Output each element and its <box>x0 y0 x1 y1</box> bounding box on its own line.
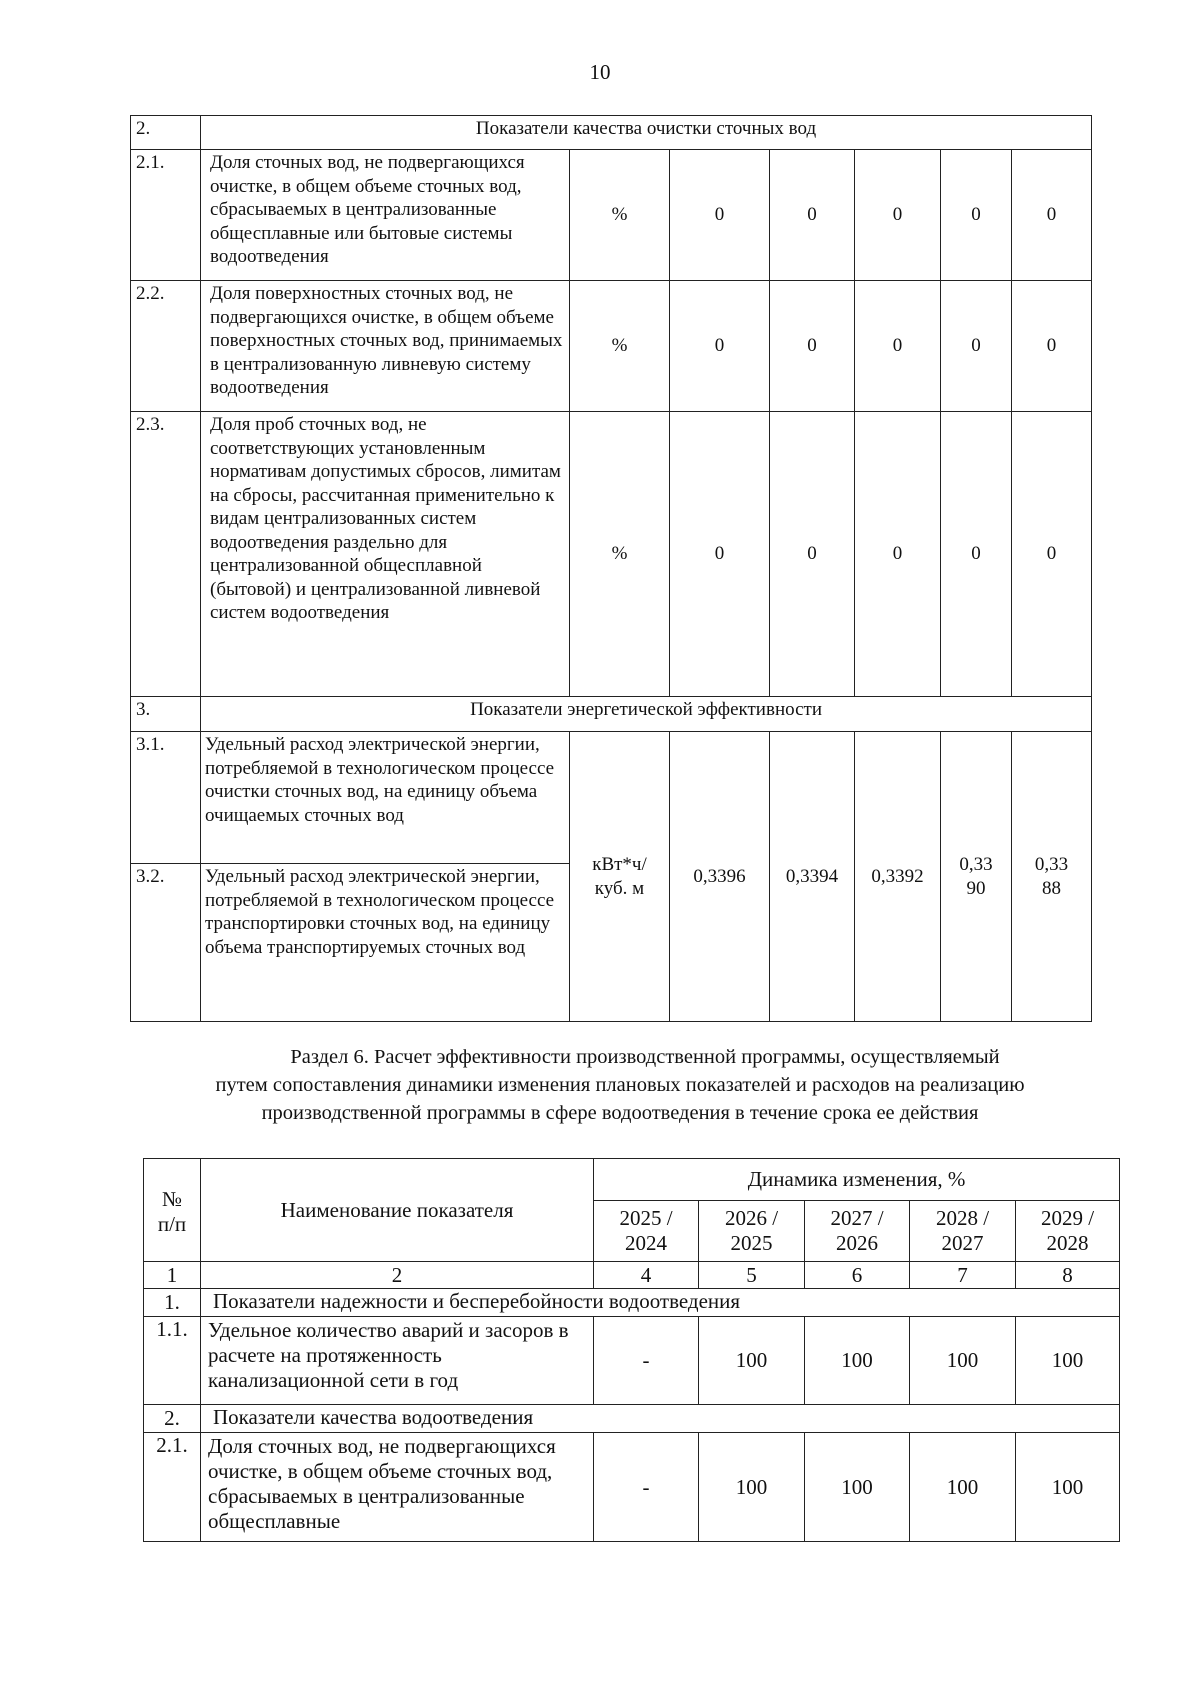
year-line-2: 2025 <box>730 1231 773 1255</box>
column-number: 5 <box>699 1262 805 1289</box>
value-cell: 0 <box>670 281 770 412</box>
header-number-line-1: № <box>161 1187 183 1211</box>
indicator-name: Доля сточных вод, не подвергающихся очистке, в общем объеме сточных вод, сбрасываемых в централизованные общесплавные <box>201 1433 594 1542</box>
value-cell <box>941 732 1012 1022</box>
value-cell <box>1012 732 1092 1022</box>
section-title: Показатели качества водоотведения <box>201 1405 1120 1433</box>
year-header <box>805 1201 910 1262</box>
value-cell: 0 <box>670 412 770 697</box>
value-cell: 100 <box>1016 1317 1120 1405</box>
indicator-name: Доля поверхностных сточных вод, не подвергающихся очистке, в общем объеме поверхностных сточных вод, принимаемых в централизованную ливневую систему водоотведения <box>201 281 570 412</box>
row-number: 2.2. <box>131 281 201 412</box>
indicator-name: Удельный расход электрической энергии, потребляемой в технологическом процессе транспортировки сточных вод, на единицу объема транспортируемых сточных вод <box>201 864 570 1022</box>
unit-cell: % <box>570 150 670 281</box>
year-header <box>1016 1201 1120 1262</box>
unit-line-1: кВт*ч/ <box>592 853 647 875</box>
section-number: 1. <box>144 1289 201 1317</box>
value-cell: 0 <box>1012 150 1092 281</box>
value-line-1: 0,33 <box>959 853 993 875</box>
value-cell: 0 <box>941 412 1012 697</box>
row-number: 2.3. <box>131 412 201 697</box>
unit-line-2: куб. м <box>594 877 645 899</box>
header-number <box>144 1159 201 1262</box>
unit-cell: % <box>570 281 670 412</box>
year-line-1: 2027 / <box>830 1206 884 1230</box>
value-cell: 100 <box>805 1317 910 1405</box>
section-number: 3. <box>131 697 201 732</box>
value-cell: 0 <box>855 150 941 281</box>
year-line-2: 2027 <box>941 1231 984 1255</box>
page-number: 10 <box>589 60 611 84</box>
value-cell: 0 <box>670 150 770 281</box>
year-header <box>699 1201 805 1262</box>
value-cell: 0 <box>1012 281 1092 412</box>
section-row <box>144 1289 1120 1317</box>
section-heading <box>140 1043 1100 1127</box>
value-cell: - <box>594 1433 699 1542</box>
value-line-1: 0,33 <box>1034 853 1069 875</box>
unit-cell: % <box>570 412 670 697</box>
value-line-2: 90 <box>966 877 986 899</box>
header-row <box>144 1159 1120 1201</box>
year-line-2: 2028 <box>1046 1231 1089 1255</box>
quality-indicators-table <box>130 115 1092 1022</box>
section-row <box>144 1405 1120 1433</box>
section-title: Показатели энергетической эффективности <box>201 697 1092 732</box>
value-cell: 0,3394 <box>770 732 855 1022</box>
value-cell: 100 <box>910 1433 1016 1542</box>
value-cell: 0 <box>770 150 855 281</box>
value-cell: 0 <box>855 412 941 697</box>
row-number: 2.1. <box>131 150 201 281</box>
row-number: 1.1. <box>144 1317 201 1405</box>
table-row <box>131 732 1092 864</box>
column-number: 4 <box>594 1262 699 1289</box>
column-number: 6 <box>805 1262 910 1289</box>
value-cell: 0 <box>941 281 1012 412</box>
dynamics-table <box>143 1158 1120 1542</box>
value-cell: 0,3396 <box>670 732 770 1022</box>
section-heading-line-2: путем сопоставления динамики изменения плановых показателей и расходов на реализацию <box>215 1074 1025 1096</box>
value-cell: 100 <box>1016 1433 1120 1542</box>
value-cell: 0 <box>1012 412 1092 697</box>
indicator-name: Удельное количество аварий и засоров в расчете на протяженность канализационной сети в год <box>201 1317 594 1405</box>
section-row <box>131 116 1092 150</box>
section-number: 2. <box>144 1405 201 1433</box>
value-cell: 0 <box>770 412 855 697</box>
column-number: 2 <box>201 1262 594 1289</box>
column-number-row <box>144 1262 1120 1289</box>
value-cell: 0 <box>855 281 941 412</box>
value-cell: 0 <box>770 281 855 412</box>
indicator-name: Удельный расход электрической энергии, потребляемой в технологическом процессе очистки сточных вод, на единицу объема очищаемых сточных вод <box>201 732 570 864</box>
year-line-1: 2026 / <box>724 1206 779 1230</box>
header-dynamics: Динамика изменения, % <box>594 1159 1120 1201</box>
indicator-name: Доля проб сточных вод, не соответствующих установленным нормативам допустимых сбросов, лимитам на сбросы, рассчитанная применительно к видам централизованных систем водоотведения раздельно для централизованной общесплавной (бытовой) и централизованной ливневой систем водоотведения <box>201 412 570 697</box>
table-row <box>144 1317 1120 1405</box>
row-number: 3.1. <box>131 732 201 864</box>
value-cell: 100 <box>699 1433 805 1542</box>
row-number: 3.2. <box>131 864 201 1022</box>
table-row <box>144 1433 1120 1542</box>
year-line-2: 2026 <box>836 1231 878 1255</box>
year-header <box>910 1201 1016 1262</box>
section-heading-line-1: Раздел 6. Расчет эффективности производственной программы, осуществляемый <box>290 1046 1000 1068</box>
header-name: Наименование показателя <box>201 1159 594 1262</box>
unit-cell <box>570 732 670 1022</box>
table-row <box>131 281 1092 412</box>
section-title: Показатели качества очистки сточных вод <box>201 116 1092 150</box>
value-cell: 100 <box>910 1317 1016 1405</box>
year-header <box>594 1201 699 1262</box>
value-line-2: 88 <box>1042 877 1062 899</box>
row-number: 2.1. <box>144 1433 201 1542</box>
value-cell: 0,3392 <box>855 732 941 1022</box>
section-row <box>131 697 1092 732</box>
section-number: 2. <box>131 116 201 150</box>
section-title: Показатели надежности и бесперебойности водоотведения <box>201 1289 1120 1317</box>
header-number-line-2: п/п <box>157 1212 187 1236</box>
year-line-1: 2025 / <box>619 1206 673 1230</box>
section-heading-line-3: производственной программы в сфере водоотведения в течение срока ее действия <box>261 1102 979 1124</box>
year-line-2: 2024 <box>625 1231 667 1255</box>
value-cell: 100 <box>805 1433 910 1542</box>
indicator-name: Доля сточных вод, не подвергающихся очистке, в общем объеме сточных вод, сбрасываемых в централизованные общесплавные или бытовые системы водоотведения <box>201 150 570 281</box>
value-cell: - <box>594 1317 699 1405</box>
value-cell: 100 <box>699 1317 805 1405</box>
table-row <box>131 412 1092 697</box>
table-row <box>131 150 1092 281</box>
column-number: 7 <box>910 1262 1016 1289</box>
column-number: 8 <box>1016 1262 1120 1289</box>
value-cell: 0 <box>941 150 1012 281</box>
column-number: 1 <box>144 1262 201 1289</box>
year-line-1: 2029 / <box>1040 1206 1095 1230</box>
year-line-1: 2028 / <box>935 1206 990 1230</box>
